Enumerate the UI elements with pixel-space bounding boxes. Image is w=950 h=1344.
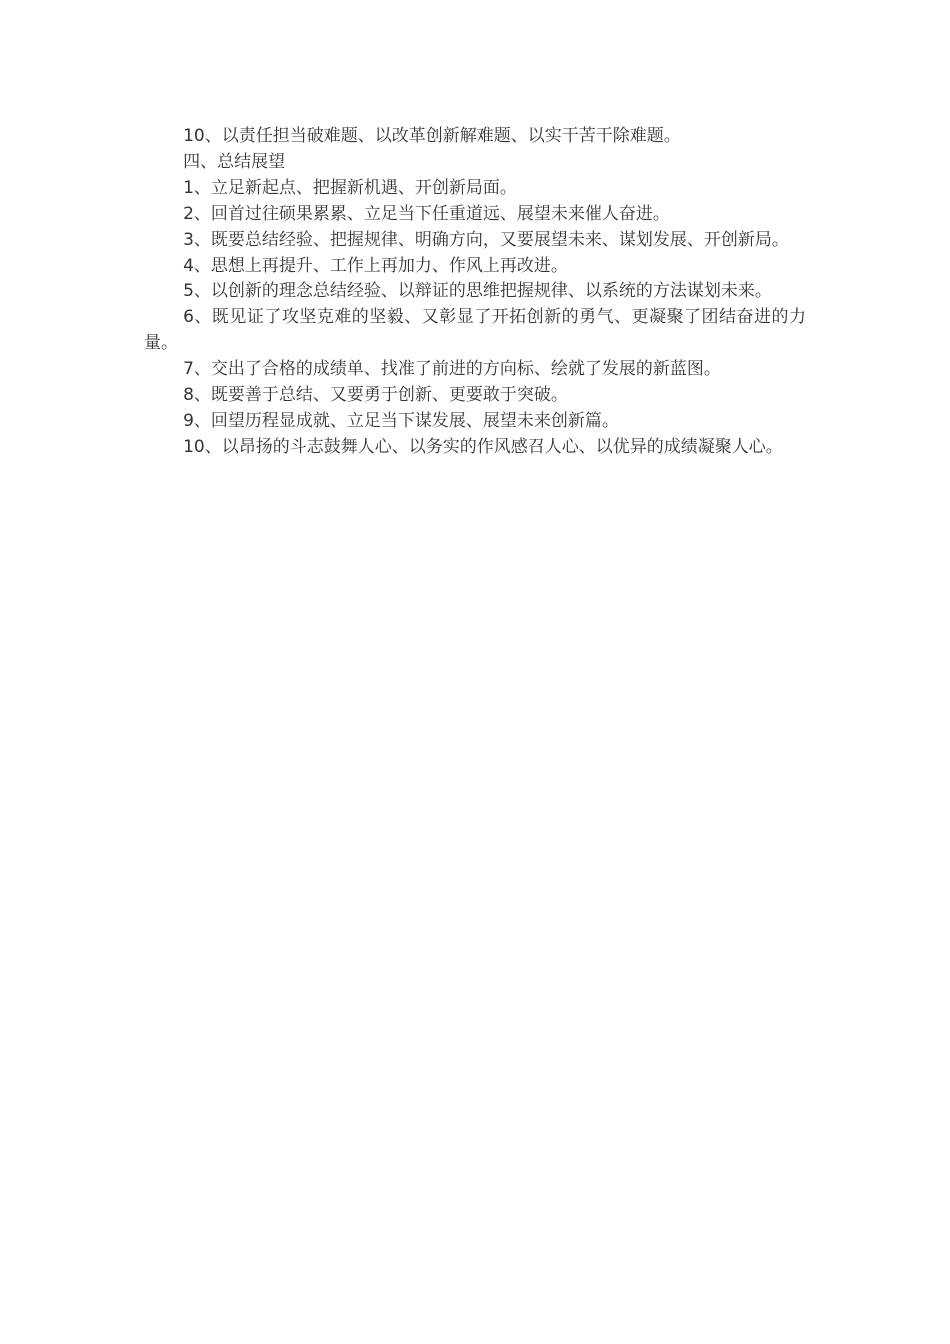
paragraph-item: 3、既要总结经验、把握规律、明确方向，又要展望未来、谋划发展、开创新局。 — [183, 229, 789, 250]
paragraph-item: 7、交出了合格的成绩单、找准了前进的方向标、绘就了发展的新蓝图。 — [183, 359, 721, 380]
paragraph-item: 2、回首过往硕果累累、立足当下任重道远、展望未来催人奋进。 — [183, 203, 670, 224]
section-heading: 四、总结展望 — [183, 151, 286, 172]
paragraph-item: 5、以创新的理念总结经验、以辩证的思维把握规律、以系统的方法谋划未来。 — [183, 281, 772, 302]
document-body — [144, 124, 806, 461]
paragraph-item: 1、立足新起点、把握新机遇、开创新局面。 — [183, 177, 517, 198]
paragraph-item: 10、以责任担当破难题、以改革创新解难题、以实干苦干除难题。 — [183, 126, 681, 146]
paragraph-item: 6、既见证了攻坚克难的坚毅、又彰显了开拓创新的勇气、更凝聚了团结奋进的力量。 — [144, 307, 806, 354]
paragraph-item: 8、既要善于总结、又要勇于创新、更要敢于突破。 — [183, 385, 568, 406]
paragraph-item: 10、以昂扬的斗志鼓舞人心、以务实的作风感召人心、以优异的成绩凝聚人心。 — [183, 436, 783, 457]
paragraph-item: 4、思想上再提升、工作上再加力、作风上再改进。 — [183, 255, 568, 276]
paragraph-item: 9、回望历程显成就、立足当下谋发展、展望未来创新篇。 — [183, 410, 619, 431]
